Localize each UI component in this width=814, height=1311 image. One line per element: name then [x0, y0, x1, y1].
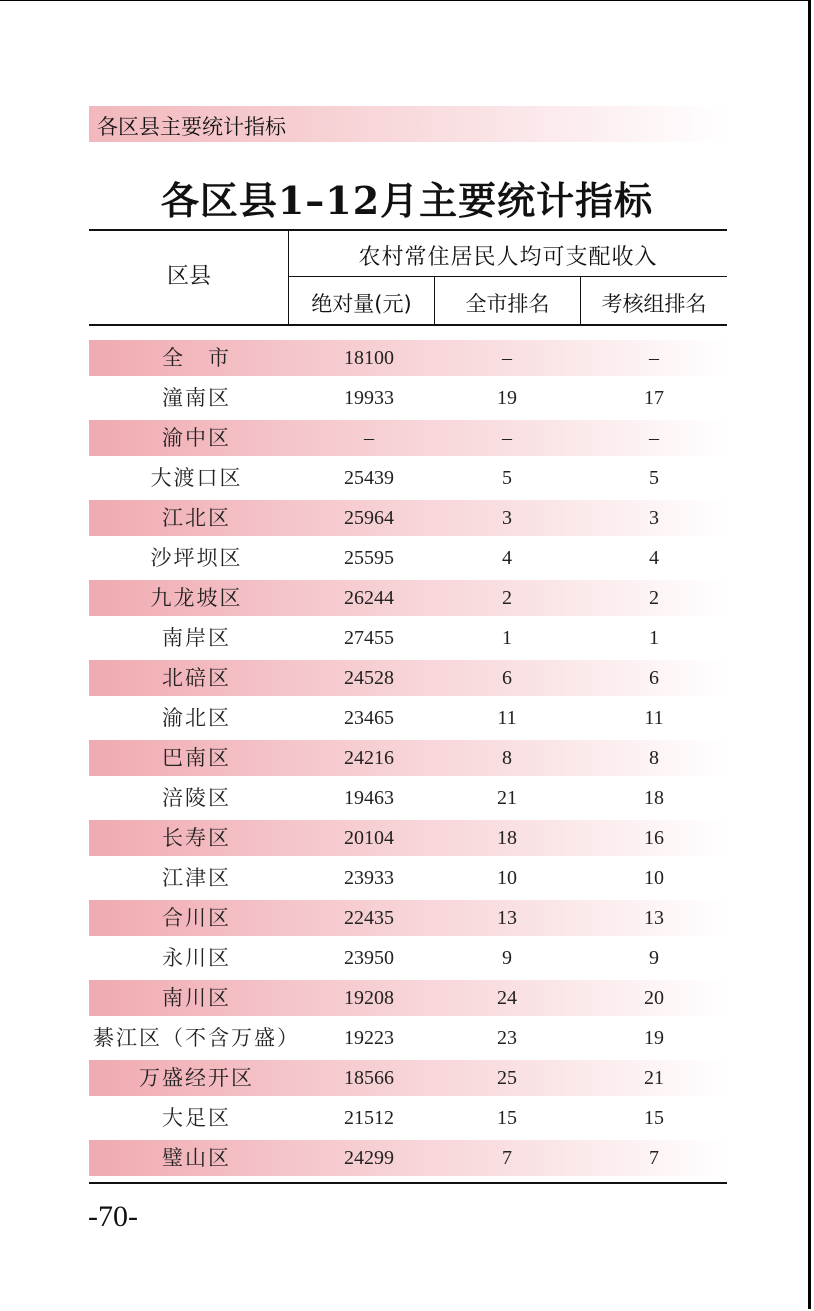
city-rank: 8	[502, 747, 512, 769]
group-rank: 11	[644, 707, 664, 729]
page-number: -70-	[88, 1200, 138, 1233]
absolute-value: 27455	[344, 627, 394, 649]
table-row	[89, 1100, 727, 1136]
absolute-value: 20104	[344, 827, 394, 849]
group-rank: 13	[644, 907, 664, 929]
city-rank: 24	[497, 987, 517, 1009]
city-rank: 21	[497, 787, 517, 809]
header-subrule	[288, 276, 727, 277]
group-rank: 6	[649, 667, 659, 689]
city-rank: –	[502, 347, 512, 369]
city-rank: 19	[497, 387, 517, 409]
county-name: 北碚区	[162, 666, 231, 690]
absolute-value: –	[364, 427, 374, 449]
table-top-rule	[89, 229, 727, 231]
city-rank: 25	[497, 1067, 517, 1089]
absolute-value: 24299	[344, 1147, 394, 1169]
absolute-value: 21512	[344, 1107, 394, 1129]
group-rank: –	[649, 427, 659, 449]
absolute-value: 26244	[344, 587, 394, 609]
absolute-value: 23950	[344, 947, 394, 969]
absolute-value: 24528	[344, 667, 394, 689]
table-row	[89, 820, 727, 856]
county-name: 大渡口区	[150, 466, 243, 490]
table-row	[89, 340, 727, 376]
absolute-value: 22435	[344, 907, 394, 929]
header-bottom-rule	[89, 324, 727, 326]
county-name: 江北区	[162, 506, 231, 530]
group-rank: 3	[649, 507, 659, 529]
county-name: 綦江区（不含万盛）	[93, 1026, 300, 1050]
county-name: 南川区	[162, 986, 231, 1010]
absolute-value: 18566	[344, 1067, 394, 1089]
table-row	[89, 780, 727, 816]
group-rank: 2	[649, 587, 659, 609]
table-row	[89, 740, 727, 776]
absolute-value: 19223	[344, 1027, 394, 1049]
group-rank: 7	[649, 1147, 659, 1169]
city-rank: 3	[502, 507, 512, 529]
group-rank: 17	[644, 387, 664, 409]
city-rank: 6	[502, 667, 512, 689]
section-label: 各区县主要统计指标	[97, 115, 286, 139]
header-income-group: 农村常住居民人均可支配收入	[358, 245, 658, 270]
county-name: 璧山区	[162, 1146, 231, 1170]
city-rank: 7	[502, 1147, 512, 1169]
table-row	[89, 1140, 727, 1176]
county-name: 永川区	[162, 946, 231, 970]
table-row	[89, 580, 727, 616]
city-rank: 15	[497, 1107, 517, 1129]
header-city-rank: 全市排名	[465, 292, 550, 316]
group-rank: 10	[644, 867, 664, 889]
absolute-value: 19208	[344, 987, 394, 1009]
table-row	[89, 540, 727, 576]
city-rank: 11	[497, 707, 517, 729]
group-rank: 1	[649, 627, 659, 649]
absolute-value: 19933	[344, 387, 394, 409]
city-rank: 9	[502, 947, 512, 969]
city-rank: 13	[497, 907, 517, 929]
table-row	[89, 860, 727, 896]
city-rank: 2	[502, 587, 512, 609]
city-rank: 23	[497, 1027, 517, 1049]
county-name: 九龙坡区	[150, 586, 243, 610]
table-row	[89, 460, 727, 496]
group-rank: 16	[644, 827, 664, 849]
header-absolute: 绝对量(元)	[311, 292, 412, 316]
county-name: 涪陵区	[162, 786, 231, 810]
county-name: 渝北区	[162, 706, 231, 730]
table-row	[89, 1020, 727, 1056]
group-rank: 20	[644, 987, 664, 1009]
county-name: 南岸区	[162, 626, 231, 650]
table-row	[89, 660, 727, 696]
city-rank: 10	[497, 867, 517, 889]
county-name: 渝中区	[162, 426, 231, 450]
group-rank: 19	[644, 1027, 664, 1049]
table-row	[89, 900, 727, 936]
county-name: 沙坪坝区	[150, 546, 243, 570]
county-name: 大足区	[162, 1106, 231, 1130]
absolute-value: 23933	[344, 867, 394, 889]
group-rank: 5	[649, 467, 659, 489]
city-rank: 1	[502, 627, 512, 649]
group-rank: 18	[644, 787, 664, 809]
group-rank: 8	[649, 747, 659, 769]
absolute-value: 23465	[344, 707, 394, 729]
group-rank: 21	[644, 1067, 664, 1089]
absolute-value: 19463	[344, 787, 394, 809]
table-row	[89, 620, 727, 656]
county-name: 万盛经开区	[139, 1066, 254, 1090]
table-row	[89, 500, 727, 536]
table-row	[89, 420, 727, 456]
county-name: 全 市	[162, 346, 231, 370]
county-name: 巴南区	[162, 746, 231, 770]
city-rank: 5	[502, 467, 512, 489]
group-rank: 9	[649, 947, 659, 969]
county-name: 长寿区	[162, 826, 231, 850]
table-row	[89, 980, 727, 1016]
absolute-value: 25439	[344, 467, 394, 489]
table-row	[89, 1060, 727, 1096]
table-row	[89, 700, 727, 736]
city-rank: –	[502, 427, 512, 449]
table-bottom-rule	[89, 1182, 727, 1184]
absolute-value: 24216	[344, 747, 394, 769]
table-row	[89, 940, 727, 976]
county-name: 合川区	[162, 906, 231, 930]
group-rank: –	[649, 347, 659, 369]
section-header-band	[89, 106, 729, 142]
group-rank: 15	[644, 1107, 664, 1129]
county-name: 江津区	[162, 866, 231, 890]
city-rank: 18	[497, 827, 517, 849]
table-row	[89, 380, 727, 416]
header-county: 区县	[166, 264, 211, 289]
county-name: 潼南区	[162, 386, 231, 410]
absolute-value: 25964	[344, 507, 394, 529]
page-title: 各区县1–12月主要统计指标	[160, 178, 654, 223]
absolute-value: 18100	[344, 347, 394, 369]
city-rank: 4	[502, 547, 512, 569]
absolute-value: 25595	[344, 547, 394, 569]
group-rank: 4	[649, 547, 659, 569]
header-group-rank: 考核组排名	[601, 292, 707, 316]
